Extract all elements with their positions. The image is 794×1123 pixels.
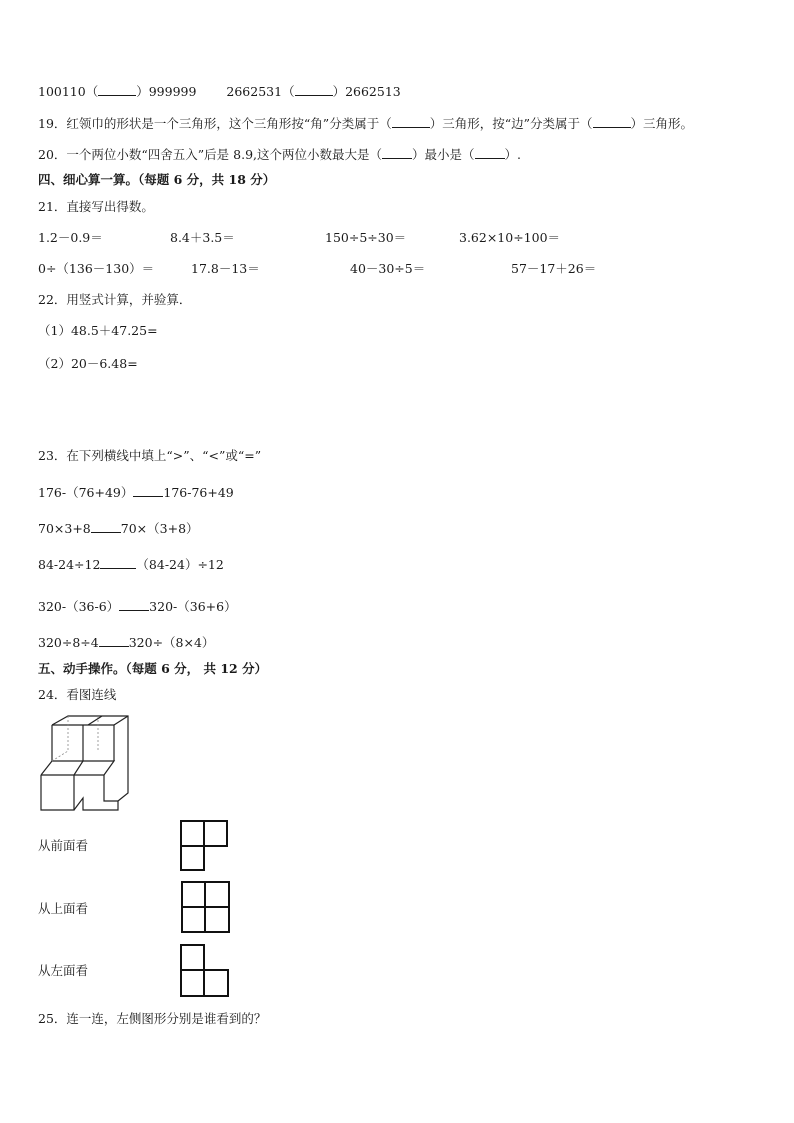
calc-item: 8.4＋3.5＝ — [170, 230, 235, 245]
calc-item: 150÷5÷30＝ — [325, 230, 407, 245]
view-label-top: 从上面看 — [38, 901, 89, 916]
view-shape-2[interactable] — [181, 881, 231, 934]
compare-item: 84-24÷12 （84-24）÷12 — [38, 557, 224, 572]
square — [182, 907, 205, 932]
cube-edge — [41, 761, 83, 775]
cube-edge — [41, 775, 74, 810]
cube-edge — [104, 775, 118, 801]
cube-edge — [88, 716, 102, 725]
compare-item: 320-（36-6） 320-（36+6） — [38, 599, 237, 614]
calc-item: 1.2－0.9＝ — [38, 230, 103, 245]
question-24-prompt: 24．看图连线 — [38, 687, 117, 702]
cube-edge — [114, 716, 128, 725]
calc-item: 0÷（136－130）＝ — [38, 261, 155, 276]
square — [182, 882, 205, 907]
square — [205, 907, 229, 932]
q22-item-2: （2）20－6.48= — [38, 356, 138, 371]
view-label-left: 从左面看 — [38, 963, 89, 978]
section-4-title: 四、细心算一算。（每题 6 分，共 18 分） — [38, 172, 276, 187]
q22-item-1: （1）48.5＋47.25= — [38, 323, 158, 338]
square — [205, 882, 229, 907]
question-20: 20．一个两位小数“四舍五入”后是 8.9,这个两位小数最大是（ ）最小是（ ）. — [38, 147, 522, 162]
cube-edge — [52, 716, 128, 801]
cube-edge — [74, 798, 118, 810]
q18-line: 100110（ ）999999 2662531（ ）2662513 — [38, 84, 401, 99]
view-shape-1[interactable] — [180, 820, 230, 872]
cube-edge — [74, 761, 114, 775]
calc-item: 17.8－13＝ — [191, 261, 260, 276]
section-5-title: 五、动手操作。（每题 6 分， 共 12 分） — [38, 661, 268, 676]
answer-blank[interactable] — [475, 147, 505, 159]
compare-item: 176-（76+49） 176-76+49 — [38, 485, 234, 500]
square — [181, 846, 204, 870]
question-19: 19．红领巾的形状是一个三角形，这个三角形按“角”分类属于（ ）三角形，按“边”分类属于（ ）三角形。 — [38, 116, 694, 131]
calc-item: 3.62×10÷100＝ — [459, 230, 561, 245]
answer-blank[interactable] — [91, 521, 121, 533]
square — [181, 945, 204, 970]
compare-item: 320÷8÷4 320÷（8×4） — [38, 635, 215, 650]
cube-edge — [41, 761, 83, 775]
answer-blank[interactable] — [133, 485, 163, 497]
answer-blank[interactable] — [382, 147, 412, 159]
question-23-prompt: 23．在下列横线中填上“>”、“<”或“=” — [38, 448, 262, 463]
question-22-prompt: 22．用竖式计算，并验算． — [38, 292, 192, 307]
question-25-prompt: 25．连一连，左侧图形分别是谁看到的？ — [38, 1011, 267, 1026]
square — [204, 970, 228, 996]
answer-blank[interactable] — [295, 84, 333, 96]
square — [204, 821, 227, 846]
square — [181, 970, 204, 996]
cube-stack-figure — [38, 713, 132, 811]
answer-blank[interactable] — [593, 116, 631, 128]
question-21-prompt: 21．直接写出得数。 — [38, 199, 154, 214]
answer-blank[interactable] — [99, 635, 129, 647]
answer-blank[interactable] — [100, 557, 136, 569]
square — [181, 821, 204, 846]
view-shape-3[interactable] — [180, 944, 230, 998]
answer-blank[interactable] — [392, 116, 430, 128]
answer-blank[interactable] — [98, 84, 136, 96]
hidden-edge — [52, 716, 68, 761]
calc-item: 57－17＋26＝ — [511, 261, 597, 276]
view-label-front: 从前面看 — [38, 838, 89, 853]
answer-blank[interactable] — [119, 599, 149, 611]
compare-item: 70×3+8 70×（3+8） — [38, 521, 199, 536]
calc-item: 40－30÷5＝ — [350, 261, 426, 276]
